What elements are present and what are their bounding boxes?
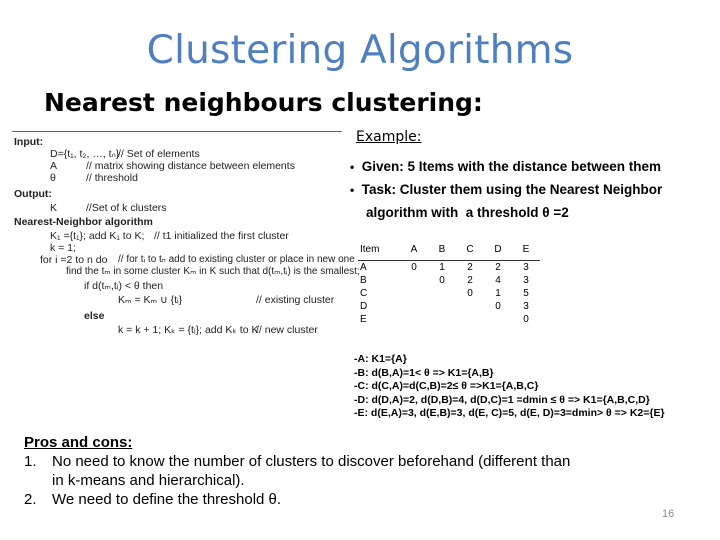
algo-line-if: if d(tₘ,tᵢ) < θ then: [84, 280, 164, 292]
table-header-cell: B: [428, 238, 456, 261]
bullet-task-continued: [366, 205, 569, 220]
list-item-number: [24, 471, 52, 490]
table-cell: [400, 300, 428, 313]
table-header-row: [358, 238, 540, 261]
algo-line-new: k = k + 1; Kₖ = {tᵢ}; add Kₖ to K: [118, 324, 259, 336]
table-row: [358, 261, 540, 275]
algo-comment-new: // new cluster: [256, 324, 318, 336]
list-item-text: No need to know the number of clusters to discover beforehand (different than: [52, 453, 571, 470]
table-header-cell: A: [400, 238, 428, 261]
algo-comment-d: // Set of elements: [118, 148, 200, 160]
algo-line-km: Kₘ = Kₘ ∪ {tᵢ}: [118, 294, 183, 306]
list-item-text: in k-means and hierarchical).: [52, 472, 245, 489]
algorithm-top-rule: [12, 131, 342, 132]
bullet-given-text: Given: 5 Items with the distance between them: [361, 159, 662, 174]
table-cell: 1: [495, 288, 501, 299]
table-row: [358, 300, 540, 313]
table-header-cell: D: [484, 238, 512, 261]
algo-comment-theta: // threshold: [86, 172, 138, 184]
algo-comment-a: // matrix showing distance between elements: [86, 160, 295, 172]
table-cell: [456, 300, 484, 313]
table-cell: 2: [467, 275, 473, 286]
table-cell: [484, 313, 512, 326]
list-item: [24, 490, 570, 509]
algo-line-a: A: [50, 160, 58, 172]
table-cell: B: [360, 275, 367, 286]
slide-title: Clustering Algorithms: [146, 28, 574, 73]
algo-comment-km: // existing cluster: [256, 294, 335, 306]
table-cell: 5: [523, 288, 529, 299]
table-cell: 2: [467, 262, 473, 273]
algo-line-else: else: [84, 310, 105, 322]
algo-comment-k: //Set of k clusters: [86, 202, 167, 214]
table-cell: 4: [495, 275, 501, 286]
table-cell: [400, 274, 428, 287]
list-item-number: 1.: [24, 453, 37, 470]
algo-line-k1: K₁ ={t₁}; add K₁ to K;: [50, 230, 145, 242]
step-line: -B: d(B,A)=1< θ => K1={A,B}: [354, 366, 494, 379]
bullet-task-cont-text: algorithm with: [366, 205, 459, 220]
table-cell: E: [360, 314, 367, 325]
pros-and-cons: [24, 433, 570, 509]
threshold-text: a threshold θ =2: [465, 205, 569, 220]
table-cell: 1: [439, 262, 445, 273]
list-item-text: We need to define the threshold θ.: [52, 491, 282, 508]
step-line: -C: d(C,A)=d(C,B)=2≤ θ =>K1={A,B,C}: [354, 380, 539, 392]
table-cell: 0: [411, 262, 417, 273]
algorithm-panel: [14, 136, 360, 346]
table-cell: C: [360, 288, 368, 299]
algo-line-k: K: [50, 202, 58, 214]
list-item-number: 2.: [24, 491, 37, 508]
table-cell: A: [360, 262, 367, 273]
algorithm-label: Nearest-Neighbor algorithm: [14, 216, 153, 228]
table-cell: 0: [439, 275, 445, 286]
algo-line-theta: θ: [50, 172, 56, 184]
table-cell: 3: [523, 262, 529, 273]
table-header-cell: E: [512, 238, 540, 261]
list-item: [24, 452, 570, 471]
table-cell: [428, 287, 456, 300]
distance-table: [358, 238, 540, 326]
page-number: 16: [662, 508, 675, 520]
bullet-given: [350, 159, 661, 174]
input-label: Input:: [14, 136, 44, 148]
pros-title: Pros and cons:: [24, 434, 133, 451]
table-cell: 0: [467, 288, 473, 299]
table-row: [358, 313, 540, 326]
step-line: -D: d(D,A)=2, d(D,B)=4, d(D,C)=1 =dmin ≤ θ => K1={A,B,C,D}: [354, 393, 650, 406]
algo-comment-k1: // t1 initialized the first cluster: [154, 230, 289, 242]
table-cell: 0: [495, 301, 501, 312]
step-line: -E: d(E,A)=3, d(E,B)=3, d(E, C)=5, d(E, D)=3=dmin> θ => K2={E}: [354, 407, 665, 419]
algo-line-k-eq: k = 1;: [50, 242, 76, 254]
example-steps: [354, 353, 665, 421]
table-cell: [400, 313, 428, 326]
algo-line-for: for i =2 to n do: [40, 254, 108, 266]
table-row: [358, 287, 540, 300]
table-cell: D: [360, 301, 368, 312]
table-cell: 2: [495, 262, 501, 273]
table-cell: [428, 300, 456, 313]
table-cell: 0: [523, 314, 529, 325]
algo-line-d: D={t₁, t₂, …, tₙ}: [50, 148, 120, 160]
example-label: Example:: [356, 129, 422, 145]
bullet-dot: •: [350, 160, 355, 174]
table-header-cell: Item: [358, 238, 400, 261]
bullet-dot: •: [350, 183, 355, 197]
table-cell: [400, 287, 428, 300]
table-cell: [456, 313, 484, 326]
distance-table-wrap: [358, 238, 540, 326]
list-item: [24, 471, 570, 490]
table-cell: [428, 313, 456, 326]
bullet-task: [350, 182, 662, 197]
bullet-task-text: Task: Cluster them using the Nearest Neighbor: [361, 182, 663, 197]
output-label: Output:: [14, 188, 52, 200]
algo-comment-for: // for tᵢ to tₙ add to existing cluster or place in new one: [118, 254, 355, 265]
algo-line-find: find the tₘ in some cluster Kₘ in K such that d(tₘ,tᵢ) is the smallest;: [66, 266, 360, 277]
table-cell: 3: [523, 275, 529, 286]
table-row: [358, 274, 540, 287]
slide-subtitle: Nearest neighbours clustering:: [44, 88, 483, 117]
step-line: -A: K1={A}: [354, 353, 407, 365]
table-header-cell: C: [456, 238, 484, 261]
table-cell: 3: [523, 301, 529, 312]
